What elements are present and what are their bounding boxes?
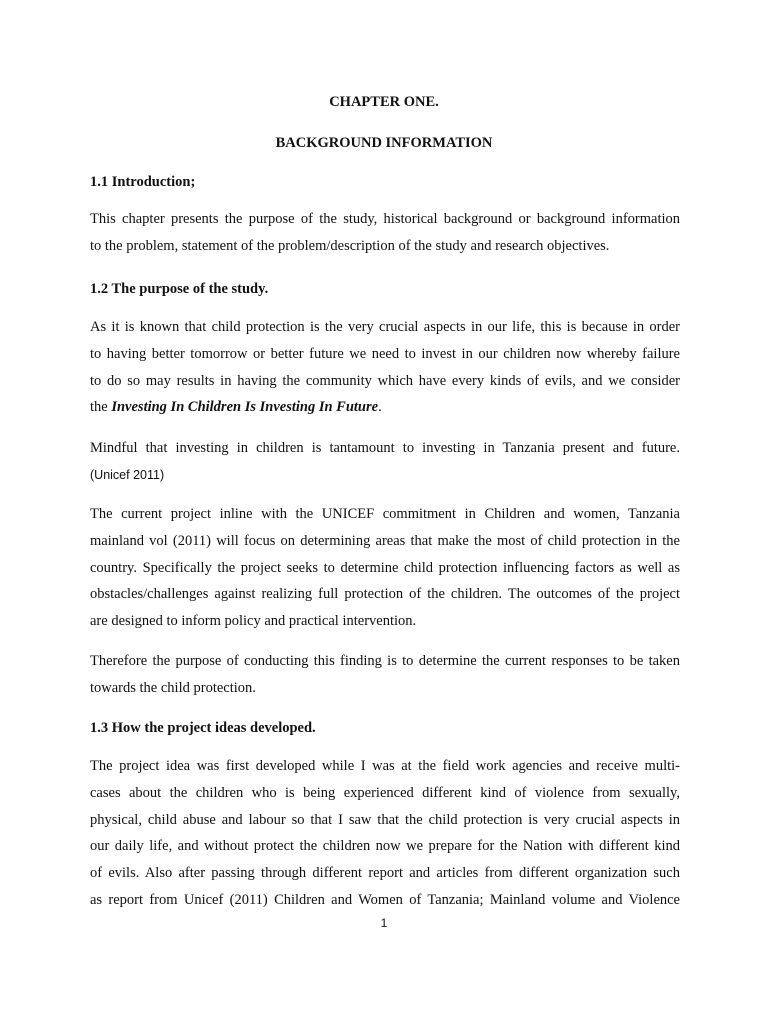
text-line: country. Specifically the project seeks to determine child protection influencing factors as well as [90,559,680,576]
text-line: Therefore the purpose of conducting this finding is to determine the current responses to be taken [90,653,680,669]
paragraph-purpose-2 [90,435,680,489]
text-line: our daily life, and without protect the children now we prepare for the Nation with different kind [90,838,680,855]
text-line: towards the child protection. [90,679,256,696]
text-line: mainland vol (2011) will focus on determining areas that make the most of child protection in the [90,532,680,549]
text-line: are designed to inform policy and practical intervention. [90,613,417,630]
text-line: physical, child abuse and labour so that I saw that the child protection is very crucial aspects in [90,811,680,828]
page-number: 1 [380,916,388,930]
paragraph-introduction [90,206,680,260]
citation: (Unicef 2011) [90,467,165,482]
text-line: As it is known that child protection is the very crucial aspects in our life, this is because in order [90,319,680,335]
text-line: to the problem, statement of the problem/description of the study and research objectives. [90,237,610,254]
text-line: as report from Unicef (2011) Children and Women of Tanzania; Mainland volume and Violence [90,891,680,908]
text-line: obstacles/challenges against realizing full protection of the children. The outcomes of the project [90,586,680,603]
text-line: This chapter presents the purpose of the study, historical background or background information [90,211,680,227]
text-line [90,394,680,421]
section-title-introduction: 1.1 Introduction; [90,174,196,190]
paragraph-purpose-4 [90,648,680,702]
text-line: The current project inline with the UNICEF commitment in Children and women, Tanzania [90,506,680,522]
text-fragment: the [90,399,112,416]
text-line: to having better tomorrow or better future we need to invest in our children now whereby failure [90,345,680,362]
section-title-purpose: 1.2 The purpose of the study. [90,281,269,297]
paragraph-purpose-3 [90,501,680,635]
paragraph-ideas [90,753,680,914]
chapter-subtitle: BACKGROUND INFORMATION [275,135,493,151]
text-line: of evils. Also after passing through different report and articles from different organization such [90,865,680,882]
chapter-title: CHAPTER ONE. [329,94,439,110]
text-line: cases about the children who is being experienced different kind of violence from sexually, [90,784,680,801]
paragraph-purpose-1 [90,314,680,421]
text-line: to do so may results in having the community which have every kinds of evils, and we consider [90,372,680,389]
section-title-ideas: 1.3 How the project ideas developed. [90,720,316,736]
text-line: Mindful that investing in children is tantamount to investing in Tanzania present and future. [90,440,680,456]
text-line: The project idea was first developed while I was at the field work agencies and receive multi- [90,758,680,774]
emphasis-phrase: Investing In Children Is Investing In Future [111,399,379,416]
text-fragment: . [378,399,382,416]
